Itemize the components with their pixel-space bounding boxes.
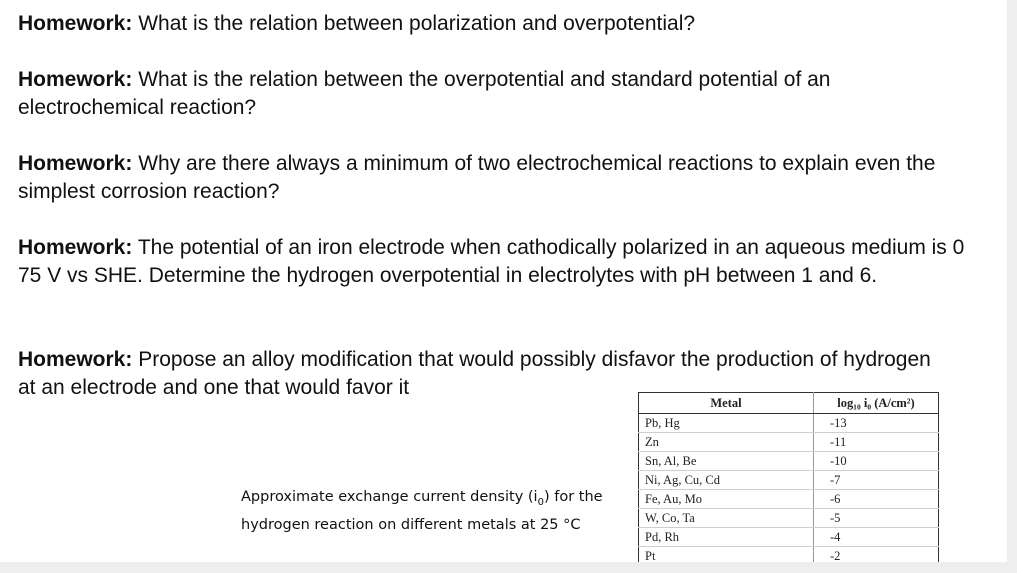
- page-margin-right: [1007, 0, 1017, 573]
- table-row: [639, 509, 939, 528]
- homework-label: Homework:: [18, 236, 133, 259]
- metal-cell: Pb, Hg: [639, 414, 814, 433]
- table-caption: [241, 486, 641, 536]
- homework-text: What is the relation between polarization and overpotential?: [132, 12, 696, 35]
- caption-line-1: Approximate exchange current density $(i_0)$ for the: [241, 489, 603, 508]
- log-cell: -11: [814, 433, 939, 452]
- table-row: [639, 414, 939, 433]
- metal-cell: Pd, Rh: [639, 528, 814, 547]
- table-row: [639, 471, 939, 490]
- homework-text: The potential of an iron electrode when cathodically polarized in an aqueous medium is 0 75 V vs SHE. Determine the hydrogen overpotential in electrolytes with pH between 1 and 6.: [18, 236, 965, 287]
- log-cell: -10: [814, 452, 939, 471]
- page-margin-bottom: [0, 562, 1017, 573]
- homework-text: Why are there always a minimum of two electrochemical reactions to explain even the simplest corrosion reaction?: [18, 152, 936, 203]
- table-row: [639, 490, 939, 509]
- log-cell: -2: [830, 548, 841, 563]
- homework-text: Propose an alloy modification that would possibly disfavor the production of hydrogen at an electrode and one that would favor it: [18, 348, 931, 399]
- metal-cell: Sn, Al, Be: [639, 452, 814, 471]
- table-row: [639, 528, 939, 547]
- homework-question-4: [18, 234, 978, 290]
- log-cell: -4: [814, 528, 939, 547]
- homework-label: Homework:: [18, 12, 133, 35]
- homework-label: Homework:: [18, 152, 133, 175]
- homework-question-2: [18, 66, 978, 122]
- homework-label: Homework:: [18, 348, 133, 371]
- homework-question-1: [18, 10, 978, 38]
- homework-label: Homework:: [18, 68, 133, 91]
- metal-cell: Zn: [639, 433, 814, 452]
- homework-text: What is the relation between the overpotential and standard potential of an electrochemical reaction?: [18, 68, 831, 119]
- homework-question-3: [18, 150, 978, 206]
- log-cell: -13: [814, 414, 939, 433]
- log-cell: -6: [814, 490, 939, 509]
- exchange-current-table: [638, 392, 939, 566]
- metal-cell: Ni, Ag, Cu, Cd: [639, 471, 814, 490]
- metal-cell: Pt: [639, 547, 814, 566]
- header-log-i0: log₁₀ i₀ (A/cm²): [814, 393, 939, 414]
- table-row: [639, 452, 939, 471]
- caption-line-2: hydrogen reaction on different metals at 25 °C: [241, 516, 581, 533]
- table-row: [639, 433, 939, 452]
- log-cell: -7: [814, 471, 939, 490]
- metal-cell: W, Co, Ta: [639, 509, 814, 528]
- header-metal: Metal: [639, 393, 814, 414]
- log-cell: -5: [814, 509, 939, 528]
- table-header-row: [639, 393, 939, 414]
- metal-cell: Fe, Au, Mo: [639, 490, 814, 509]
